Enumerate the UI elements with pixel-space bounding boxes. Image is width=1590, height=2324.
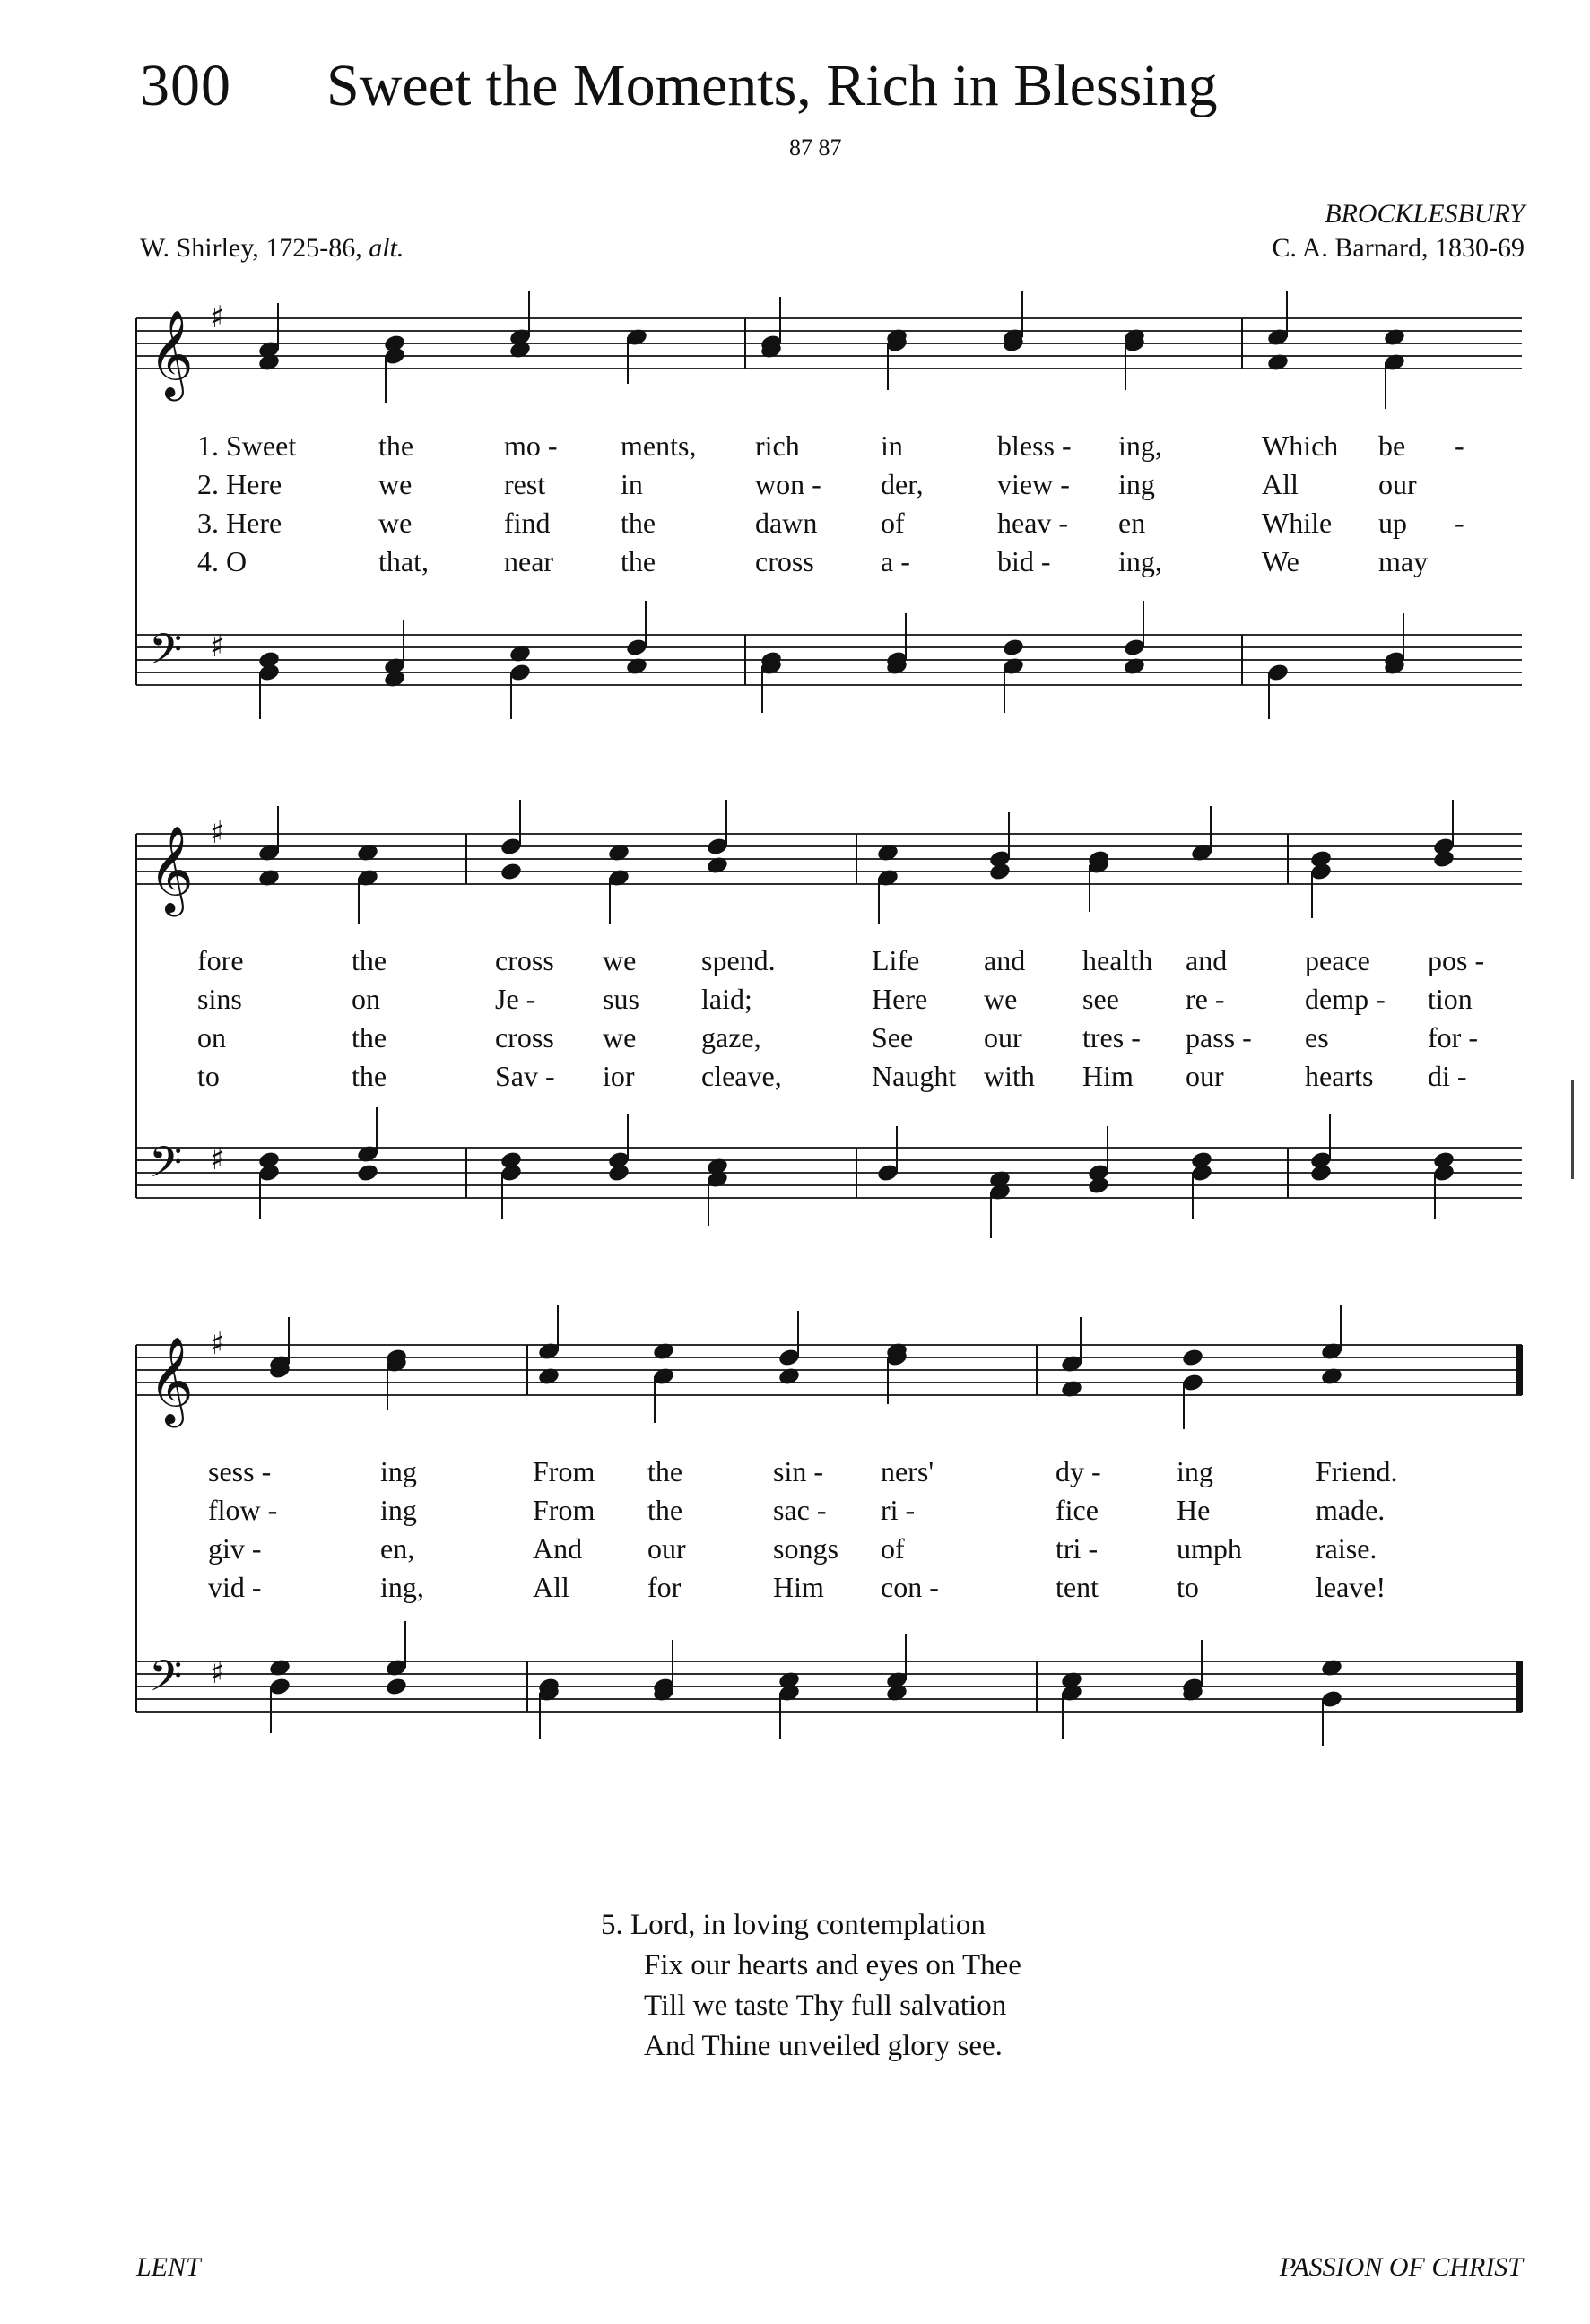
lyric-syllable: fore xyxy=(197,944,244,976)
lyric-syllable: cleave, xyxy=(701,1060,782,1092)
composer-credit: C. A. Barnard, 1830-69 xyxy=(1272,233,1525,263)
lyric-syllable: Friend. xyxy=(1316,1455,1398,1487)
lyric-syllable: see xyxy=(1082,983,1119,1015)
lyric-syllable: be xyxy=(1378,429,1406,462)
lyric-syllable: Which xyxy=(1262,429,1339,462)
lyric-syllable: near xyxy=(504,545,554,577)
lyric-syllable: 3. Here xyxy=(197,507,282,539)
lyric-syllable: giv - xyxy=(208,1532,262,1565)
lyric-syllable: re - xyxy=(1186,983,1225,1015)
lyric-syllable: laid; xyxy=(701,983,752,1015)
lyric-syllable: the xyxy=(647,1455,683,1487)
lyric-syllable: Sav - xyxy=(495,1060,555,1092)
notehead xyxy=(1190,1150,1213,1171)
lyric-syllable: our xyxy=(1186,1060,1224,1092)
lyric-syllable: ing xyxy=(380,1494,417,1526)
lyric-syllable: We xyxy=(1262,545,1299,577)
lyric-syllable: 4. O xyxy=(197,545,248,577)
treble-clef-icon: 𝄞 xyxy=(149,1336,194,1424)
lyric-syllable: dy - xyxy=(1056,1455,1101,1487)
lyric-syllable: we xyxy=(378,468,413,500)
lyric-syllable: pos - xyxy=(1428,944,1485,976)
lyric-syllable: From xyxy=(533,1455,595,1487)
lyric-syllable: of xyxy=(881,1532,905,1565)
lyric-syllable: with xyxy=(984,1060,1035,1092)
lyric-syllable: vid - xyxy=(208,1571,262,1603)
lyric-syllable: From xyxy=(533,1494,595,1526)
lyric-syllable: bless - xyxy=(997,429,1072,462)
author-name: W. Shirley, 1725-86, xyxy=(140,233,362,263)
lyric-syllable: to xyxy=(1177,1571,1199,1603)
lyric-syllable: sac - xyxy=(773,1494,827,1526)
lyric-syllable: the xyxy=(621,507,656,539)
lyric-syllable: Naught xyxy=(872,1060,957,1092)
lyric-syllable: the xyxy=(378,429,414,462)
lyric-syllable: made. xyxy=(1316,1494,1386,1526)
lyric-syllable: songs xyxy=(773,1532,838,1565)
lyric-syllable: the xyxy=(621,545,656,577)
lyric-syllable: fice xyxy=(1056,1494,1099,1526)
lyric-syllable: ing xyxy=(1118,468,1155,500)
footer-topic: PASSION OF CHRIST xyxy=(1279,2252,1523,2282)
lyric-syllable: for xyxy=(647,1571,682,1603)
lyric-syllable: that, xyxy=(378,545,429,577)
lyric-syllable: 2. Here xyxy=(197,468,282,500)
lyric-syllable: demp - xyxy=(1305,983,1386,1015)
lyric-syllable: See xyxy=(872,1021,914,1054)
lyric-syllable: en xyxy=(1118,507,1146,539)
lyric-syllable: a - xyxy=(881,545,910,577)
lyric-syllable: for - xyxy=(1428,1021,1478,1054)
lyric-syllable: up xyxy=(1378,507,1407,539)
tune-name: BROCKLESBURY xyxy=(1325,199,1525,229)
lyric-syllable: der, xyxy=(881,468,924,500)
author-note: alt. xyxy=(369,233,404,263)
bass-clef-icon: 𝄢 xyxy=(149,624,183,685)
lyric-syllable: di - xyxy=(1428,1060,1467,1092)
lyric-syllable: the xyxy=(352,1021,387,1054)
lyric-syllable: All xyxy=(533,1571,569,1603)
notehead xyxy=(385,1677,408,1697)
bass-clef-icon: 𝄢 xyxy=(149,1137,183,1198)
lyric-syllable: tres - xyxy=(1082,1021,1141,1054)
stanza-5-line: Till we taste Thy full salvation xyxy=(644,1990,1007,2022)
lyric-syllable: we xyxy=(984,983,1018,1015)
lyric-syllable: umph xyxy=(1177,1532,1242,1565)
sharp-icon: ♯ xyxy=(210,299,225,335)
lyric-syllable: health xyxy=(1082,944,1153,976)
final-bar-line xyxy=(1516,1345,1522,1395)
lyric-syllable: cross xyxy=(495,944,554,976)
lyric-syllable: sins xyxy=(197,983,242,1015)
stanza-5-line: And Thine unveiled glory see. xyxy=(644,2030,1003,2062)
lyric-syllable: ing, xyxy=(1118,545,1162,577)
lyric-syllable: hearts xyxy=(1305,1060,1374,1092)
lyric-syllable: the xyxy=(352,1060,387,1092)
lyric-syllable: en, xyxy=(380,1532,415,1565)
notehead xyxy=(1181,1348,1204,1368)
lyric-syllable: ing, xyxy=(1118,429,1162,462)
lyric-syllable: sess - xyxy=(208,1455,272,1487)
final-bar-line xyxy=(1516,1661,1522,1712)
lyric-syllable: heav - xyxy=(997,507,1069,539)
lyric-syllable: bid - xyxy=(997,545,1051,577)
lyric-syllable: All xyxy=(1262,468,1299,500)
lyric-syllable: Here xyxy=(872,983,928,1015)
lyric-syllable: in xyxy=(621,468,643,500)
stanza-5 xyxy=(601,1905,1021,2067)
lyric-syllable: find xyxy=(504,507,551,539)
lyric-syllable: we xyxy=(378,507,413,539)
lyric-syllable: the xyxy=(352,944,387,976)
notehead xyxy=(356,1163,379,1184)
sharp-icon: ♯ xyxy=(210,1141,225,1177)
lyric-syllable: the xyxy=(647,1494,683,1526)
lyric-syllable: won - xyxy=(755,468,821,500)
lyric-syllable: dawn xyxy=(755,507,818,539)
bass-clef-icon: 𝄢 xyxy=(149,1651,183,1712)
lyric-syllable: our xyxy=(1378,468,1417,500)
meter: 87 87 xyxy=(789,134,842,160)
lyric-syllable: tion xyxy=(1428,983,1473,1015)
lyric-syllable: tent xyxy=(1056,1571,1099,1603)
lyric-syllable: ior xyxy=(603,1060,635,1092)
lyric-syllable: our xyxy=(647,1532,686,1565)
lyric-syllable: our xyxy=(984,1021,1022,1054)
lyric-syllable: cross xyxy=(495,1021,554,1054)
notehead xyxy=(500,862,523,882)
notehead xyxy=(500,1150,523,1171)
sharp-icon: ♯ xyxy=(210,1655,225,1691)
lyric-syllable: Je - xyxy=(495,983,536,1015)
lyric-syllable: we xyxy=(603,944,637,976)
lyric-syllable: pass - xyxy=(1186,1021,1252,1054)
treble-clef-icon: 𝄞 xyxy=(149,309,194,397)
lyric-syllable: on xyxy=(352,983,380,1015)
notehead xyxy=(257,650,281,671)
notehead xyxy=(1432,1150,1455,1171)
lyric-syllable: Him xyxy=(773,1571,824,1603)
hymn-title: Sweet the Moments, Rich in Blessing xyxy=(326,53,1218,118)
lyric-syllable: on xyxy=(197,1021,226,1054)
lyric-syllable: may xyxy=(1378,545,1429,577)
lyric-syllable: view - xyxy=(997,468,1070,500)
lyric-syllable: 1. Sweet xyxy=(197,429,297,462)
lyric-syllable: ri - xyxy=(881,1494,916,1526)
sharp-icon: ♯ xyxy=(210,815,225,851)
lyric-syllable: of xyxy=(881,507,905,539)
hymn-number: 300 xyxy=(140,53,231,118)
lyric-syllable: rest xyxy=(504,468,546,500)
lyric-syllable: Him xyxy=(1082,1060,1134,1092)
lyric-syllable: gaze, xyxy=(701,1021,761,1054)
sharp-icon: ♯ xyxy=(210,629,225,664)
lyric-syllable: and xyxy=(984,944,1026,976)
lyric-syllable: And xyxy=(533,1532,583,1565)
lyric-syllable: ments, xyxy=(621,429,697,462)
lyric-syllable: in xyxy=(881,429,903,462)
lyric-syllable: cross xyxy=(755,545,814,577)
treble-clef-icon: 𝄞 xyxy=(149,825,194,913)
lyric-syllable: sus xyxy=(603,983,639,1015)
lyric-syllable: ing xyxy=(1177,1455,1213,1487)
lyric-syllable: While xyxy=(1262,507,1333,539)
lyric-syllable: Life xyxy=(872,944,920,976)
notehead xyxy=(1309,849,1333,870)
lyric-syllable: ing, xyxy=(380,1571,424,1603)
lyric-syllable: spend. xyxy=(701,944,776,976)
lyric-syllable: - xyxy=(1455,429,1464,462)
page-edge-mark xyxy=(1571,1080,1574,1179)
sharp-icon: ♯ xyxy=(210,1326,225,1362)
lyric-syllable: He xyxy=(1177,1494,1211,1526)
lyric-syllable: leave! xyxy=(1316,1571,1386,1603)
lyric-syllable: ners' xyxy=(881,1455,934,1487)
stanza-5-line: 5. Lord, in loving contemplation xyxy=(601,1909,986,1941)
lyric-syllable: sin - xyxy=(773,1455,823,1487)
lyric-syllable: peace xyxy=(1305,944,1370,976)
stanza-5-line: Fix our hearts and eyes on Thee xyxy=(644,1949,1021,1981)
notehead xyxy=(383,334,406,354)
lyric-syllable: raise. xyxy=(1316,1532,1377,1565)
lyric-syllable: tri - xyxy=(1056,1532,1099,1565)
lyric-syllable: es xyxy=(1305,1021,1329,1054)
lyric-syllable: flow - xyxy=(208,1494,278,1526)
lyric-syllable: and xyxy=(1186,944,1228,976)
lyric-syllable: to xyxy=(197,1060,220,1092)
lyric-syllable: mo - xyxy=(504,429,558,462)
lyric-syllable: - xyxy=(1455,507,1464,539)
lyric-syllable: con - xyxy=(881,1571,939,1603)
lyric-syllable: rich xyxy=(755,429,800,462)
lyric-syllable: ing xyxy=(380,1455,417,1487)
footer-season: LENT xyxy=(136,2252,201,2282)
lyric-syllable: we xyxy=(603,1021,637,1054)
notehead xyxy=(1002,637,1025,658)
notehead xyxy=(257,1150,281,1171)
